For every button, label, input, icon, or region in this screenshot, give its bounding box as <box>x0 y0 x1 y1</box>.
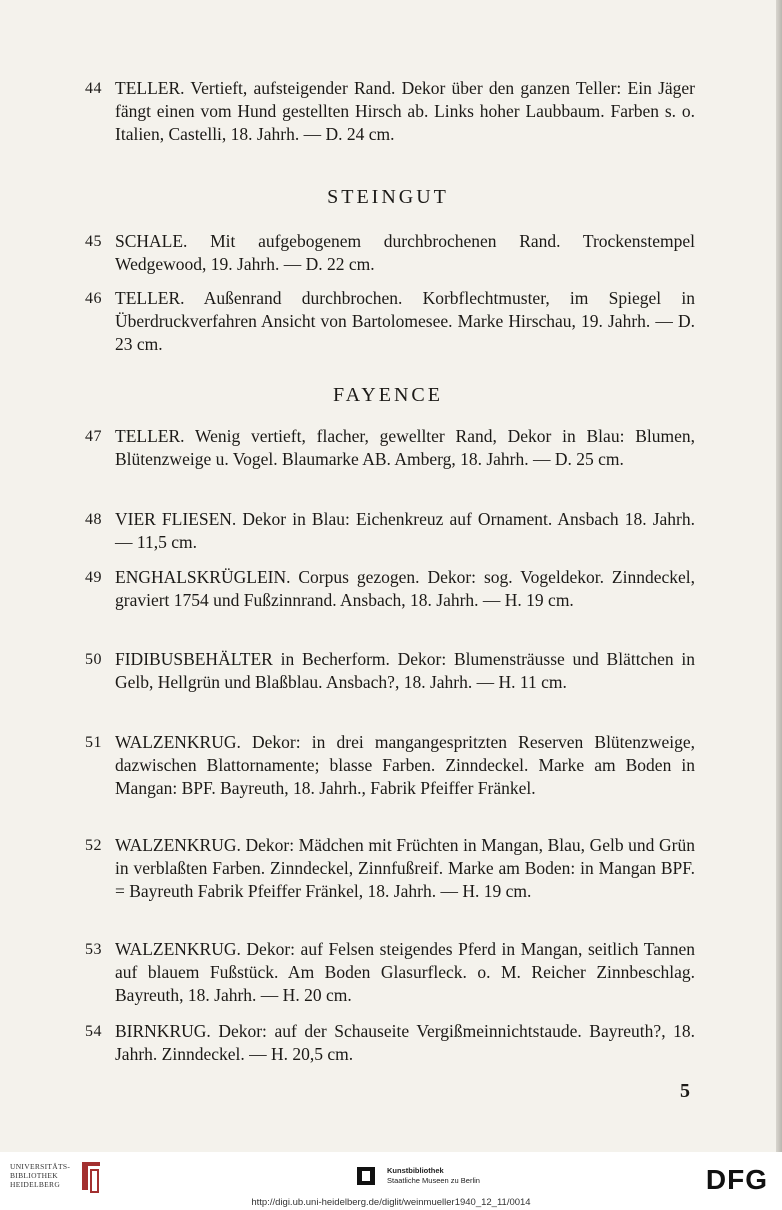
university-name: UNIVERSITÄTS- BIBLIOTHEK HEIDELBERG <box>10 1162 71 1189</box>
entry-text: BIRNKRUG. Dekor: auf der Schauseite Vergißmeinnichtstaude. Bayreuth?, 18. Jahrh. Zinndeckel. — H. 20,5 cm. <box>115 1021 695 1064</box>
entry-number: 51 <box>85 734 102 751</box>
catalog-entry-46 <box>85 287 695 356</box>
entry-number: 44 <box>85 80 102 97</box>
entry-number: 48 <box>85 511 102 528</box>
university-library-logo[interactable] <box>10 1160 120 1196</box>
entry-number: 46 <box>85 290 102 307</box>
entry-number: 52 <box>85 837 102 854</box>
heidelberg-emblem-icon <box>78 1160 104 1194</box>
section-heading-steingut: STEINGUT <box>327 186 449 208</box>
catalog-entry-45 <box>85 230 695 276</box>
entry-text: WALZENKRUG. Dekor: Mädchen mit Früchten in Mangan, Blau, Gelb und Grün in verblaßten Farben. Zinndeckel, Zinnfußreif. Marke am Boden: in Mangan BPF. = Bayreuth Fabrik Pfeiffer Fränkel, 18. Jahrh. — H. 19 cm. <box>115 835 695 901</box>
entry-text: ENGHALSKRÜGLEIN. Corpus gezogen. Dekor: sog. Vogeldekor. Zinndeckel, graviert 1754 und Fußzinnrand. Ansbach, 18. Jahrh. — H. 19 cm. <box>115 567 695 610</box>
catalog-entry-47 <box>85 425 695 471</box>
catalog-entry-53 <box>85 938 695 1007</box>
entry-text: SCHALE. Mit aufgebogenem durchbrochenen Rand. Trockenstempel Wedgewood, 19. Jahrh. — D. 22 cm. <box>115 231 695 274</box>
catalog-entry-50 <box>85 648 695 694</box>
kunstbibliothek-label: Kunstbibliothek Staatliche Museen zu Berlin <box>387 1166 480 1185</box>
entry-text: VIER FLIESEN. Dekor in Blau: Eichenkreuz auf Ornament. Ansbach 18. Jahrh. — 11,5 cm. <box>115 509 695 552</box>
page-number: 5 <box>680 1080 690 1102</box>
entry-number: 54 <box>85 1023 102 1040</box>
catalog-entry-52 <box>85 834 695 903</box>
entry-number: 47 <box>85 428 102 445</box>
page-edge-shadow <box>776 0 782 1152</box>
dfg-logo[interactable]: DFG <box>705 1164 768 1195</box>
entry-text: TELLER. Vertieft, aufsteigender Rand. Dekor über den ganzen Teller: Ein Jäger fängt einen vom Hund gestellten Hirsch ab. Links hoher Laubbaum. Farben s. o. Italien, Castelli, 18. Jahrh. — D. 24 cm. <box>115 78 695 144</box>
kunstbibliothek-logo[interactable] <box>355 1162 515 1192</box>
entry-text: FIDIBUSBEHÄLTER in Becherform. Dekor: Blumensträusse und Blättchen in Gelb, Hellgrün und Blaßblau. Ansbach?, 18. Jahrh. — H. 11 cm. <box>115 649 695 692</box>
entry-number: 50 <box>85 651 102 668</box>
catalog-entry-48 <box>85 508 695 554</box>
catalog-entry-54 <box>85 1020 695 1066</box>
catalog-entry-51 <box>85 731 695 800</box>
entry-number: 53 <box>85 941 102 958</box>
entry-text: TELLER. Wenig vertieft, flacher, gewellter Rand, Dekor in Blau: Blumen, Blütenzweige u. Vogel. Blaumarke AB. Amberg, 18. Jahrh. — D. 25 cm. <box>115 426 695 469</box>
digitization-footer <box>0 1152 782 1210</box>
entry-number: 45 <box>85 233 102 250</box>
kunstbibliothek-icon <box>355 1165 377 1187</box>
entry-text: TELLER. Außenrand durchbrochen. Korbflechtmuster, im Spiegel in Überdruckverfahren Ansicht von Bartolomesee. Marke Hirschau, 19. Jahrh. — D. 23 cm. <box>115 288 695 354</box>
source-url-link[interactable]: http://digi.ub.uni-heidelberg.de/diglit/weinmueller1940_12_11/0014 <box>251 1197 531 1208</box>
entry-text: WALZENKRUG. Dekor: auf Felsen steigendes Pferd in Mangan, seitlich Tannen auf blauem Fußstück. Am Boden Glasurfleck. o. M. Reicher Zinnbeschlag. Bayreuth, 18. Jahrh. — H. 20 cm. <box>115 939 695 1005</box>
entry-text: WALZENKRUG. Dekor: in drei mangangespritzten Reserven Blütenzweige, dazwischen Blattornamente; blasse Farben. Zinndeckel. Marke am Boden in Mangan: BPF. Bayreuth, 18. Jahrh., Fabrik Pfeiffer Fränkel. <box>115 732 695 798</box>
catalog-entry-49 <box>85 566 695 612</box>
entry-number: 49 <box>85 569 102 586</box>
catalog-entry-44 <box>85 77 695 146</box>
section-heading-fayence: FAYENCE <box>333 384 443 406</box>
